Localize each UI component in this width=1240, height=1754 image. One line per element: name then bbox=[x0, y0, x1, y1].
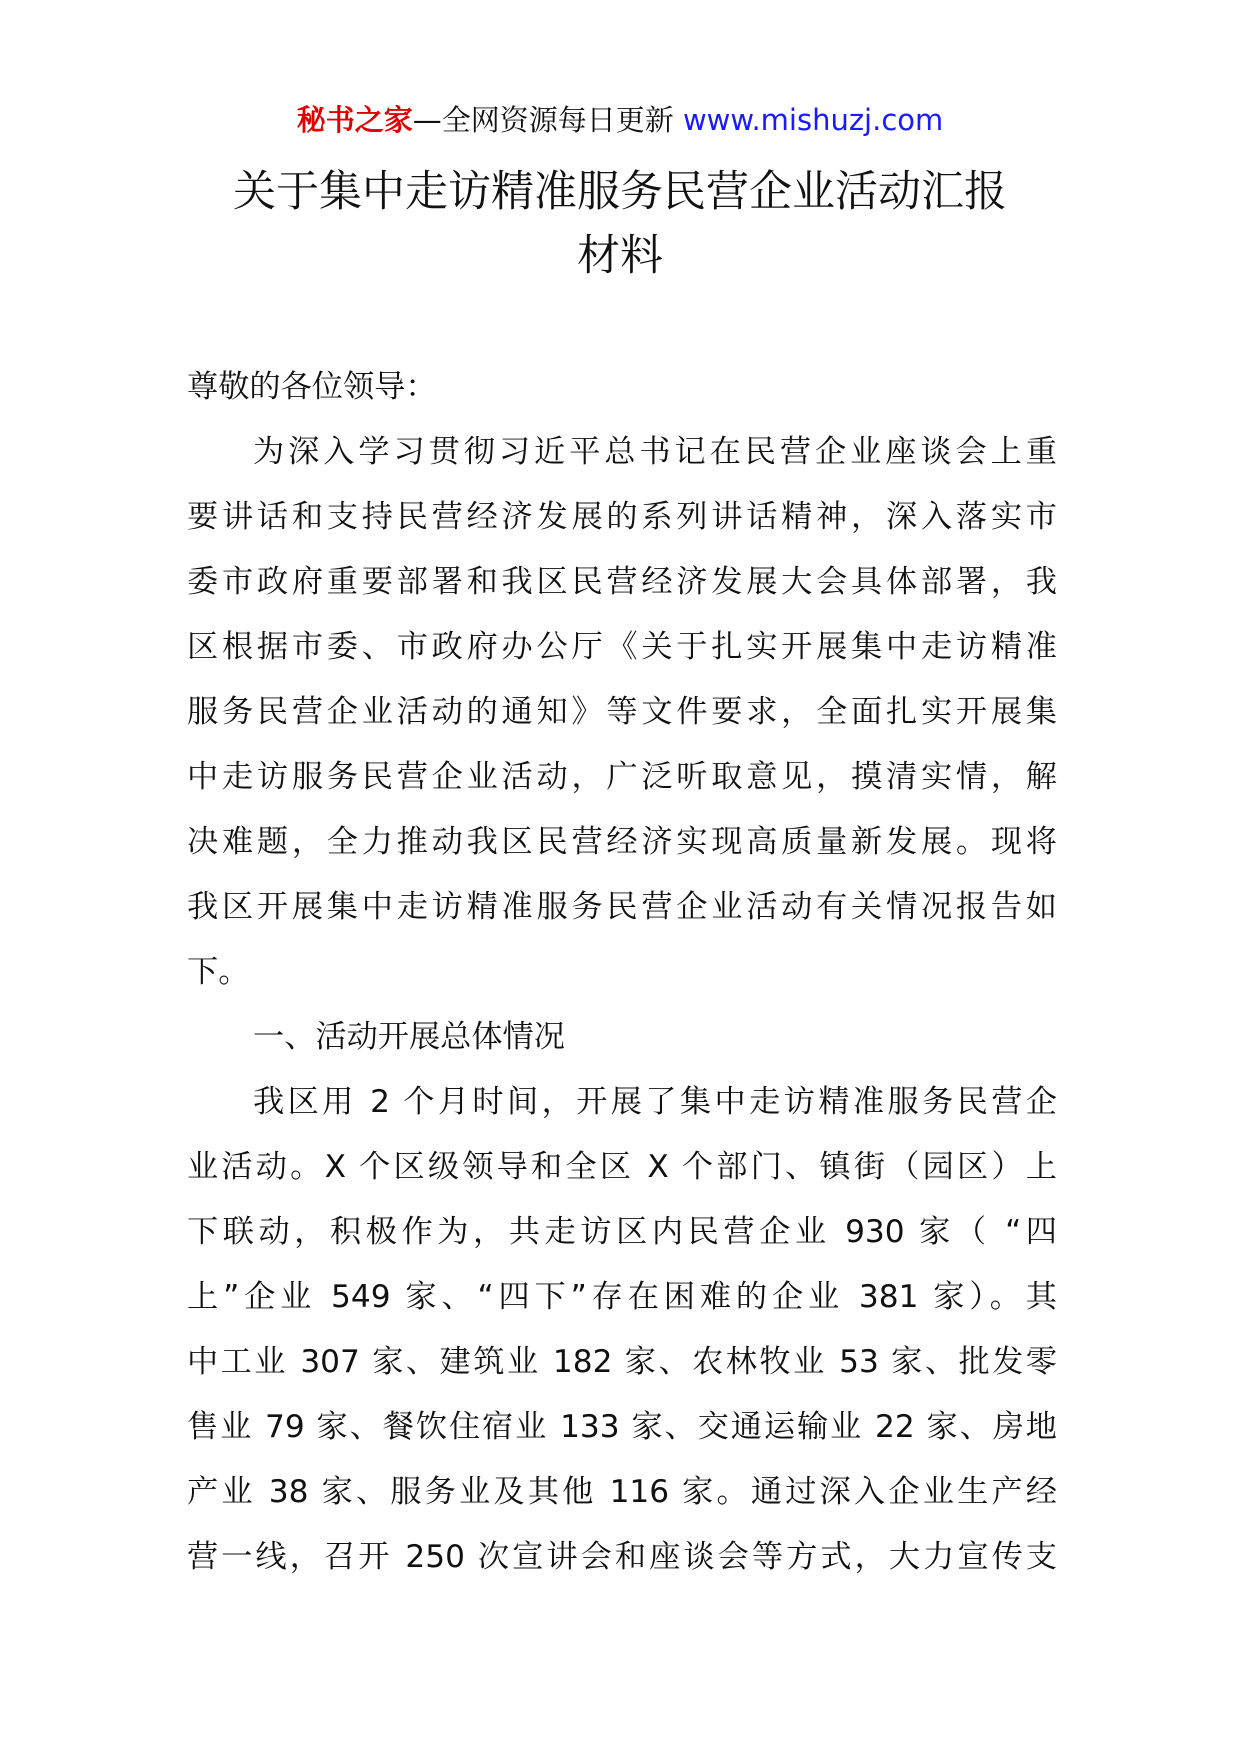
brand-name: 秘书之家 bbox=[296, 103, 413, 137]
header-slogan: —全网资源每日更新 bbox=[412, 103, 674, 137]
paragraph-line: 业活动。X 个区级领导和全区 X 个部门、镇街（园区）上 bbox=[187, 1149, 1057, 1185]
paragraph-line: 上”企业 549 家、“四下”存在困难的企业 381 家）。其 bbox=[187, 1279, 1057, 1315]
paragraph-line: 中走访服务民营企业活动，广泛听取意见，摸清实情，解 bbox=[187, 759, 1057, 795]
section-heading: 一、活动开展总体情况 bbox=[253, 1019, 565, 1055]
paragraph-line: 委市政府重要部署和我区民营经济发展大会具体部署，我 bbox=[187, 564, 1057, 600]
paragraph-line: 我区用 2 个月时间，开展了集中走访精准服务民营企 bbox=[253, 1084, 1057, 1120]
paragraph-line: 我区开展集中走访精准服务民营企业活动有关情况报告如 bbox=[187, 889, 1057, 925]
salutation: 尊敬的各位领导： bbox=[187, 369, 437, 405]
paragraph-line: 服务民营企业活动的通知》等文件要求，全面扎实开展集 bbox=[187, 694, 1057, 730]
paragraph-line: 为深入学习贯彻习近平总书记在民营企业座谈会上重 bbox=[253, 434, 1057, 470]
paragraph-line: 产业 38 家、服务业及其他 116 家。通过深入企业生产经 bbox=[187, 1474, 1057, 1510]
paragraph-line: 要讲话和支持民营经济发展的系列讲话精神，深入落实市 bbox=[187, 499, 1057, 535]
document-body bbox=[187, 355, 1057, 1590]
header-banner bbox=[0, 100, 1240, 140]
title-line-2: 材料 bbox=[577, 231, 663, 281]
paragraph-line: 中工业 307 家、建筑业 182 家、农林牧业 53 家、批发零 bbox=[187, 1344, 1057, 1380]
title-line-1: 关于集中走访精准服务民营企业活动汇报 bbox=[233, 167, 1007, 217]
paragraph-line: 区根据市委、市政府办公厅《关于扎实开展集中走访精准 bbox=[187, 629, 1057, 665]
website-link[interactable]: www.mishuzj.com bbox=[682, 103, 944, 137]
paragraph-line: 售业 79 家、餐饮住宿业 133 家、交通运输业 22 家、房地 bbox=[187, 1409, 1057, 1445]
paragraph-line: 营一线，召开 250 次宣讲会和座谈会等方式，大力宣传支 bbox=[187, 1539, 1057, 1575]
document-title bbox=[0, 160, 1240, 288]
paragraph-line: 决难题，全力推动我区民营经济实现高质量新发展。现将 bbox=[187, 824, 1057, 860]
paragraph-line: 下联动，积极作为，共走访区内民营企业 930 家（ “四 bbox=[187, 1214, 1057, 1250]
paragraph-line: 下。 bbox=[187, 954, 250, 990]
